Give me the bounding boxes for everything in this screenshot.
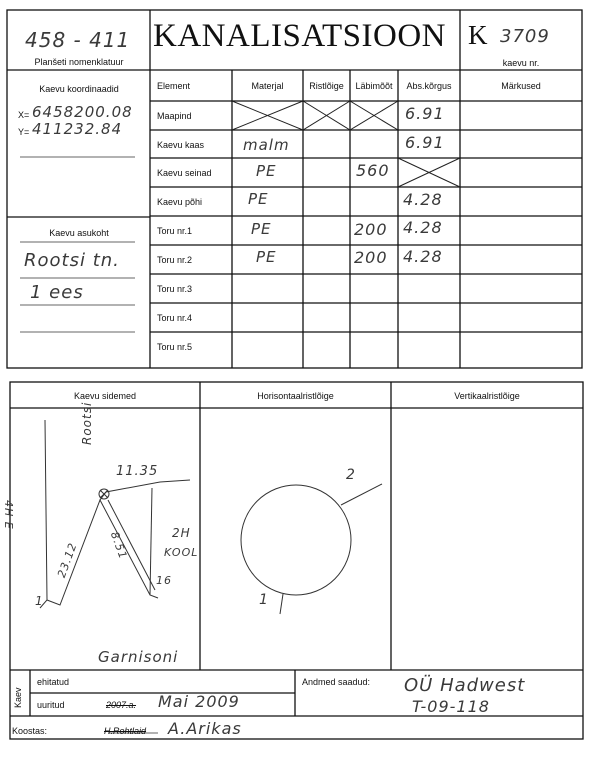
row-label: Toru nr.3 xyxy=(157,284,193,294)
col-element: Element xyxy=(157,81,191,91)
location-label: Kaevu asukoht xyxy=(49,228,109,238)
row-label: Kaevu seinad xyxy=(157,168,212,178)
col-material: Materjal xyxy=(251,81,284,91)
y-coordinate: 411232.84 xyxy=(32,120,123,138)
cell-elevation: 4.28 xyxy=(403,218,443,237)
data-order: T-09-118 xyxy=(412,697,490,716)
author-new: A.Arikas xyxy=(168,719,242,738)
row-label: Toru nr.2 xyxy=(157,255,193,265)
pipe-1-label: 1 xyxy=(259,592,269,608)
col-notes: Märkused xyxy=(501,81,541,91)
sketch-street-top: Rootsi xyxy=(80,401,94,445)
vertical-header: Vertikaalristlõige xyxy=(454,391,520,401)
cell-elevation: 4.28 xyxy=(403,247,443,266)
row-label: Toru nr.5 xyxy=(157,342,193,352)
form-title: KANALISATSIOON xyxy=(153,18,446,54)
sketch-dist-1: 23.12 xyxy=(55,540,80,580)
cell-material: PE xyxy=(256,248,277,266)
sketch-number-16: 16 xyxy=(156,574,172,587)
cell-elevation: 4.28 xyxy=(403,190,443,209)
cell-diameter: 200 xyxy=(354,248,388,267)
pipe-2-label: 2 xyxy=(346,467,356,483)
measured-value: Mai 2009 xyxy=(158,692,240,711)
sketch-building-left: 4H E xyxy=(2,500,15,530)
cell-diameter: 200 xyxy=(354,220,388,239)
cell-material: PE xyxy=(248,190,269,208)
sketch-dist-2: 8.51 xyxy=(107,530,130,562)
sketch-building-right-2: KOOL xyxy=(164,546,199,559)
row-label: Kaevu põhi xyxy=(157,197,203,207)
well-letter: K xyxy=(468,20,488,50)
built-label: ehitatud xyxy=(37,677,70,687)
author-label: Koostas: xyxy=(12,726,48,736)
location-line-2: 1 ees xyxy=(30,282,84,303)
ties-header: Kaevu sidemed xyxy=(73,391,137,401)
col-diameter: Läbimõõt xyxy=(355,81,393,91)
cell-diameter: 560 xyxy=(356,161,390,180)
sketch-building-right-1: 2H xyxy=(172,526,191,540)
col-elevation: Abs.kõrgus xyxy=(406,81,452,91)
x-prefix: X= xyxy=(18,110,30,120)
row-label: Toru nr.1 xyxy=(157,226,193,236)
sheet-label: Planšeti nomenklatuur xyxy=(34,57,124,67)
author-old: H.Rohtlaid xyxy=(104,726,147,736)
sketch-elevation: 11.35 xyxy=(116,464,159,479)
kaev-side-label: Kaev xyxy=(13,687,23,708)
data-source-label: Andmed saadud: xyxy=(302,677,371,687)
y-prefix: Y= xyxy=(18,127,30,137)
cell-elevation: 6.91 xyxy=(405,133,445,152)
row-label: Kaevu kaas xyxy=(157,140,205,150)
cell-material: malm xyxy=(243,136,290,154)
measured-old: 2007.a. xyxy=(106,700,137,710)
sketch-street-bottom: Garnisoni xyxy=(98,648,179,666)
horizontal-header: Horisontaalristlõige xyxy=(257,391,334,401)
location-line-1: Rootsi tn. xyxy=(24,250,120,271)
well-number: 3709 xyxy=(500,26,550,47)
row-label: Toru nr.4 xyxy=(157,313,193,323)
sheet-number: 458 - 411 xyxy=(25,28,131,52)
col-cross-section: Ristlõige xyxy=(309,81,344,91)
cell-material: PE xyxy=(256,162,277,180)
measured-label: uuritud xyxy=(37,700,65,710)
row-label: Maapind xyxy=(157,111,192,121)
cell-material: PE xyxy=(251,220,272,238)
x-coordinate: 6458200.08 xyxy=(32,103,133,121)
sketch-number-1: 1 xyxy=(35,594,44,608)
cell-elevation: 6.91 xyxy=(405,104,445,123)
well-number-label: kaevu nr. xyxy=(502,58,540,68)
data-company: OÜ Hadwest xyxy=(404,675,526,696)
coords-label: Kaevu koordinaadid xyxy=(39,84,119,94)
